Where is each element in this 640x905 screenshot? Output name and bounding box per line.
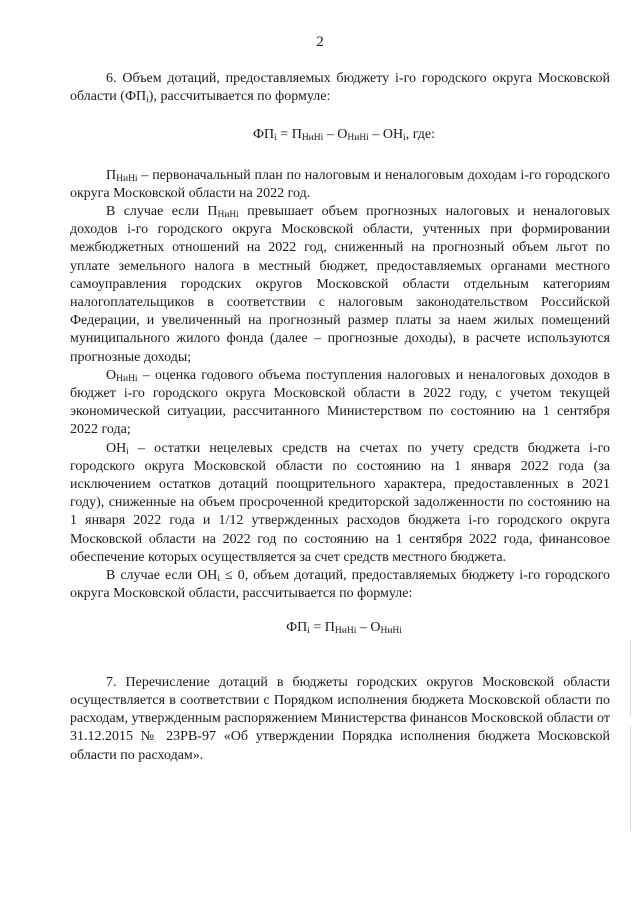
paragraph-text: превышает объем прогнозных налоговых и неналоговых доходов i-го городского округа Московской области, учтенных при формировании межбюджетных отношений на 2022 год, сниженный на прогнозный объем льгот по уплате земельного налога в местный бюджет, предоставляемых органами местного самоуправления городских округов Московской области отдельным категориям налогоплательщиков в соответствии с налоговым законодательством Российской Федерации, и увеличенный на прогнозный размер платы за наем жилых помещений муниципального жилого фонда (далее – прогнозные доходы), в расчете используются прогнозные доходы; [70, 204, 610, 365]
subscript: НиНi [301, 133, 324, 144]
formula-2 [70, 619, 610, 637]
subscript: i [146, 95, 149, 106]
subscript: НиНi [116, 373, 138, 384]
symbol: ОН [106, 440, 127, 456]
formula-1 [70, 126, 610, 144]
subscript: НиНi [334, 626, 357, 637]
formula-term: – ОН [368, 127, 404, 143]
scan-edge-mark [630, 640, 631, 830]
paragraph-text: – оценка годового объема поступления налоговых и неналоговых доходов в бюджет i-го городского округа Московской области в 2022 году, с учетом текущей экономической ситуации, рассчитанного Министерством по состоянию на 1 сентября 2022 года; [70, 367, 610, 438]
definition-p [70, 167, 610, 203]
paragraph-text: ≤ 0, объем дотаций, предоставляемых бюджету i-го городского округа Московской области, рассчитывается по формуле: [70, 568, 610, 602]
page-content [70, 70, 610, 765]
page-number: 2 [316, 34, 324, 50]
subscript: НиНi [347, 133, 369, 144]
subscript: НиНi [116, 173, 138, 184]
case-2-paragraph [70, 567, 610, 603]
subscript: i [274, 133, 277, 144]
paragraph-text: ), рассчитывается по формуле: [148, 89, 331, 105]
subscript: НиНi [380, 626, 402, 637]
subscript: i [217, 574, 221, 585]
paragraph-text: В случае если П [106, 204, 218, 220]
formula-term: = П [276, 127, 302, 143]
paragraph-7: 7. Перечисление дотаций в бюджеты городских округов Московской области осуществляется в соответствии с Порядком исполнения бюджета Московской области по расходам, утвержденным распоряжением Министерства финансов Московской области от 31.12.2015 № 23РВ-97 «Об утверждении Порядка исполнения бюджета Московской области по расходам». [70, 674, 610, 763]
paragraph-6-intro [70, 70, 610, 106]
subscript: НиНi [217, 210, 239, 221]
subscript: i [403, 133, 406, 144]
formula-term: – О [356, 620, 381, 636]
paragraph-text: 6. Объем дотаций, предоставляемых бюджету i-го городского округа Московской области (ФП [70, 71, 610, 105]
formula-term: = П [309, 620, 335, 636]
definition-on [70, 440, 610, 567]
paragraph-text: – первоначальный план по налоговым и неналоговым доходам i-го городского округа Московской области на 2022 год. [70, 167, 610, 201]
paragraph-text: В случае если ОН [106, 568, 218, 584]
formula-term: ФП [252, 127, 275, 143]
formula-term: ФП [286, 620, 308, 636]
formula-term: – О [323, 127, 348, 143]
paragraph-text: – остатки нецелевых средств на счетах по учету средств бюджета i-го городского округа Московской области по состоянию на 1 января 2022 года (за исключением остатков дотаций поощрительного характера, предоставленных в 2021 году), сниженные на объем просроченной кредиторской задолженности по состоянию на 1 января 2022 года и 1/12 утвержденных расходов бюджета i-го городского округа Московской области на 2022 год по состоянию на 1 сентября 2022 года, финансовое обеспечение которых осуществляется за счет средств местного бюджета. [70, 440, 610, 565]
formula-term: , где: [405, 127, 435, 143]
symbol: П [106, 167, 117, 183]
definition-o [70, 367, 610, 440]
case-paragraph [70, 203, 610, 367]
symbol: О [106, 367, 117, 383]
subscript: i [126, 446, 129, 457]
subscript: i [307, 626, 310, 637]
